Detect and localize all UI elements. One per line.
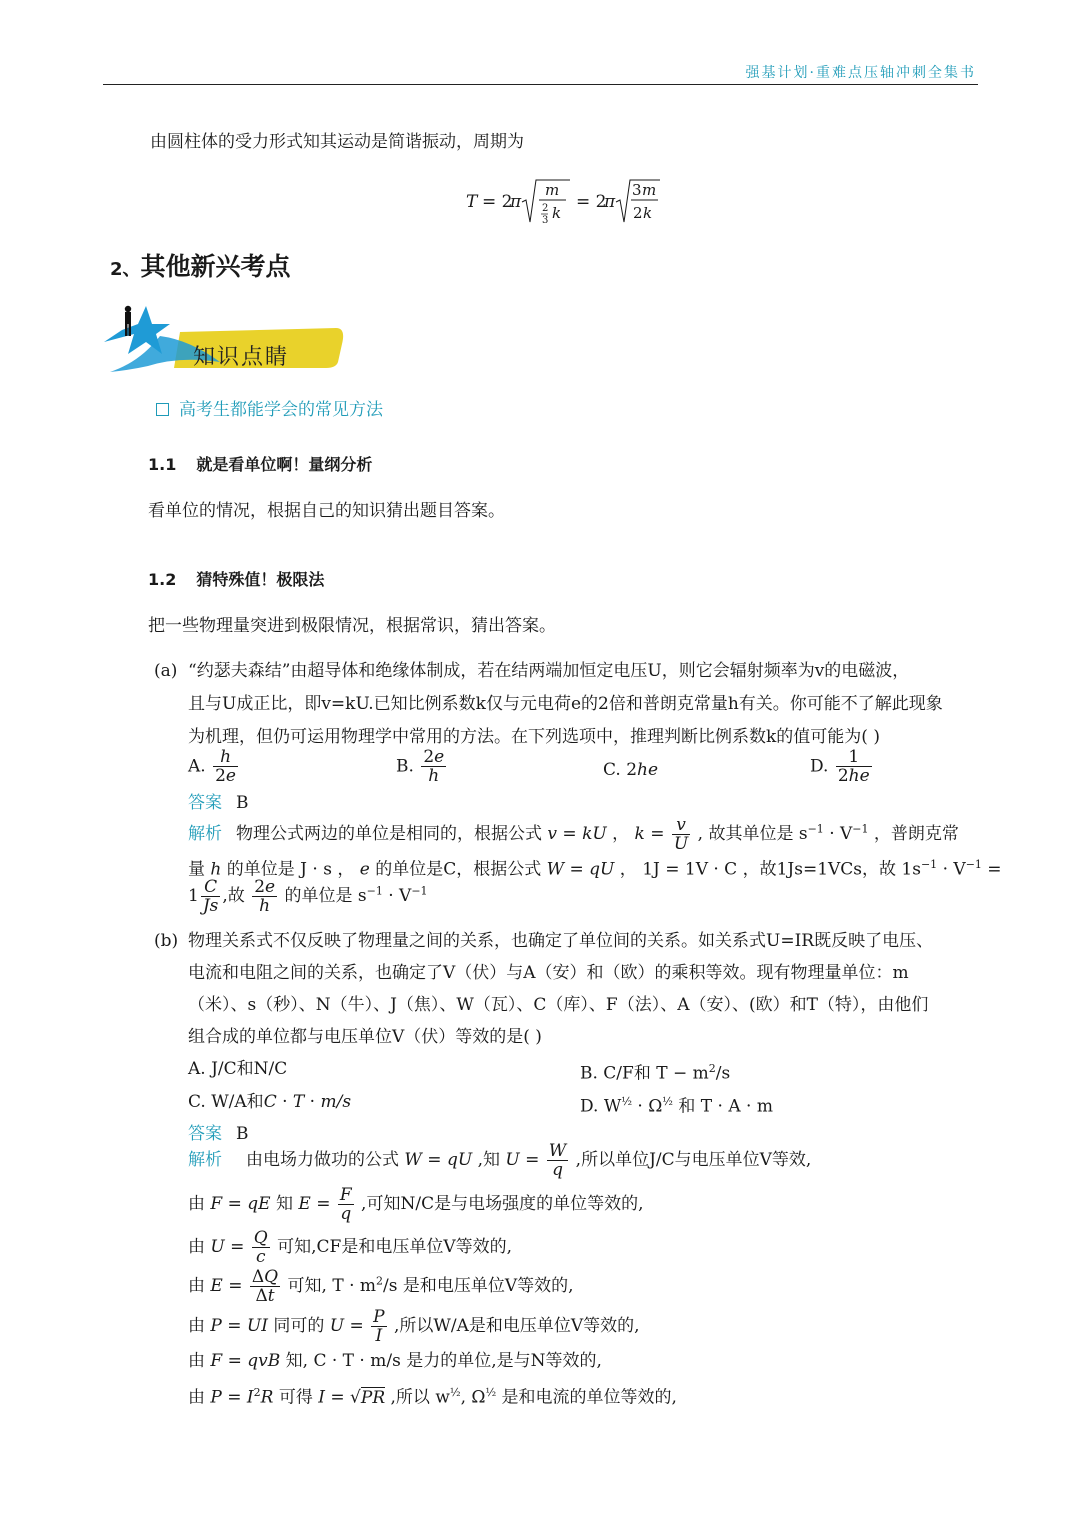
qa-answer: 答案 B [188, 793, 249, 813]
qb-analysis-2: 由 F = qE 知 E = $\frac{F}{q}$ ,可知N/C是与电场强度的单位等效的, [188, 1185, 644, 1224]
qa-line2: 且与U成正比，即v=kU.已知比例系数k仅与元电荷e的2倍和普朗克常量h有关。你可能不了解此现象 [188, 694, 943, 714]
qa-line1: “约瑟夫森结”由超导体和绝缘体制成，若在结两端加恒定电压U，则它会辐射频率为v的电磁波， [188, 661, 910, 681]
intro-text: 由圆柱体的受力形式知其运动是简谐振动，周期为 [150, 132, 524, 152]
qb-option-d: D. $W^{\frac{1}{2}} \cdot \Omega^{\frac{1}{2}}$ 和 T · A · m [580, 1095, 773, 1117]
s12-title: 猜特殊值！极限法 [196, 570, 325, 589]
banner-label: 知识点睛 [193, 345, 290, 370]
svg-text:= 2: = 2 [576, 192, 607, 212]
header-rule [103, 84, 978, 85]
qb-analysis-5: 由 P = UI 同可的 U = $\frac{P}{I}$ ,所以W/A是和电压单位V等效的, [188, 1307, 640, 1346]
qb-option-b: B. C/F和 $T - m^2/s$ [580, 1062, 731, 1084]
qb-line3: （米）、s（秒）、N（牛）、J（焦）、W（瓦）、C（库）、F（法）、A（安）、(欧）和T（特），由他们 [188, 995, 929, 1015]
subsection-title-text: 高考生都能学会的常见方法 [179, 400, 383, 420]
s11-number: 1.1 [148, 455, 177, 474]
qa-option-a: A. $\frac{h}{2e}$ [188, 747, 236, 786]
qb-analysis-1: 解析 由电场力做功的公式 W = qU ,知 U = $\frac{W}{q}$ ,所以单位J/C与电压单位V等效, [188, 1141, 812, 1180]
subsection-title [156, 399, 383, 421]
s12-body: 把一些物理量突进到极限情况，根据常识，猜出答案。 [148, 616, 556, 636]
qb-analysis-6: 由 F = qvB 知, C · T · m/s 是力的单位,是与N等效的, [188, 1351, 602, 1371]
svg-text:= 2: = 2 [482, 192, 513, 212]
svg-text:m: m [642, 181, 657, 199]
svg-text:3: 3 [632, 181, 642, 199]
qa-option-c: C. 2he [603, 760, 659, 780]
section-title: 其他新兴考点 [140, 252, 291, 281]
period-formula [462, 176, 672, 232]
qa-line3: 为机理，但仍可运用物理学中常用的方法。在下列选项中，推理判断比例系数k的值可能为( ) [188, 727, 880, 747]
qa-option-d: D. $\frac{1}{2he}$ [810, 747, 870, 786]
svg-text:2: 2 [542, 203, 549, 214]
svg-text:π: π [604, 192, 616, 212]
svg-text:π: π [510, 192, 522, 212]
svg-text:2: 2 [633, 204, 643, 222]
checkbox-icon [156, 403, 169, 416]
svg-text:3: 3 [542, 215, 549, 226]
qb-analysis-4: 由 E = $\frac{\Delta Q}{\Delta t}$ 可知, $T \cdot m^2/s$ 是和电压单位V等效的, [188, 1267, 574, 1306]
qa-analysis-2: 量 h 的单位是 J · s ， e 的单位是C，根据公式 W = qU ， 1J = 1V · C ，故1Js=1VCs，故 $1s^{-1} \cdot V^{-1}$ = [188, 858, 1002, 880]
qb-option-a: A. J/C和N/C [188, 1059, 288, 1079]
qb-analysis-7: 由 $P = I^2R$ 可得 I = √PR ,所以 $w^{\frac{1}{2}}$, $\Omega^{\frac{1}{2}}$ 是和电流的单位等效的, [188, 1386, 677, 1408]
qb-option-c: C. W/A和C · T · m/s [188, 1092, 352, 1112]
section-heading [110, 247, 291, 283]
s12-heading [148, 567, 324, 590]
svg-text:k: k [643, 204, 653, 222]
qb-analysis-3: 由 U = $\frac{Q}{c}$ 可知,CF是和电压单位V等效的, [188, 1228, 513, 1267]
qb-line4: 组合成的单位都与电压单位V（伏）等效的是( ) [188, 1027, 542, 1047]
section-number: 2、 [110, 259, 141, 280]
knowledge-banner [100, 296, 350, 378]
qa-analysis-1: 解析 物理公式两边的单位是相同的，根据公式 v = kU ， k = $\frac{v}{U}$ , 故其单位是 $s^{-1} \cdot V^{-1}$ ，普朗克常 [188, 815, 959, 854]
svg-text:k: k [552, 204, 562, 222]
s11-heading [148, 452, 372, 475]
qa-option-b: B. $\frac{2e}{h}$ [396, 747, 445, 786]
qb-answer: 答案 B [188, 1124, 249, 1144]
qb-label: (b) [154, 931, 179, 951]
qb-line2: 电流和电阻之间的关系，也确定了V（伏）与A（安）和（欧）的乘积等效。现有物理量单位：m [188, 963, 909, 983]
running-header: 强基计划·重难点压轴冲刺全集书 [745, 65, 976, 81]
svg-text:m: m [545, 181, 560, 199]
s11-body: 看单位的情况，根据自己的知识猜出题目答案。 [148, 501, 505, 521]
svg-text:T: T [466, 192, 478, 212]
qa-analysis-3: 1 $\frac{C}{Js}$ ,故 $\frac{2e}{h}$ 的单位是 $s^{-1} \cdot V^{-1}$ [188, 877, 428, 916]
s11-title: 就是看单位啊！量纲分析 [196, 455, 373, 474]
s12-number: 1.2 [148, 570, 177, 589]
qb-line1: 物理关系式不仅反映了物理量之间的关系，也确定了单位间的关系。如关系式U=IR既反映了电压、 [188, 931, 934, 951]
qa-label: (a) [154, 661, 178, 681]
